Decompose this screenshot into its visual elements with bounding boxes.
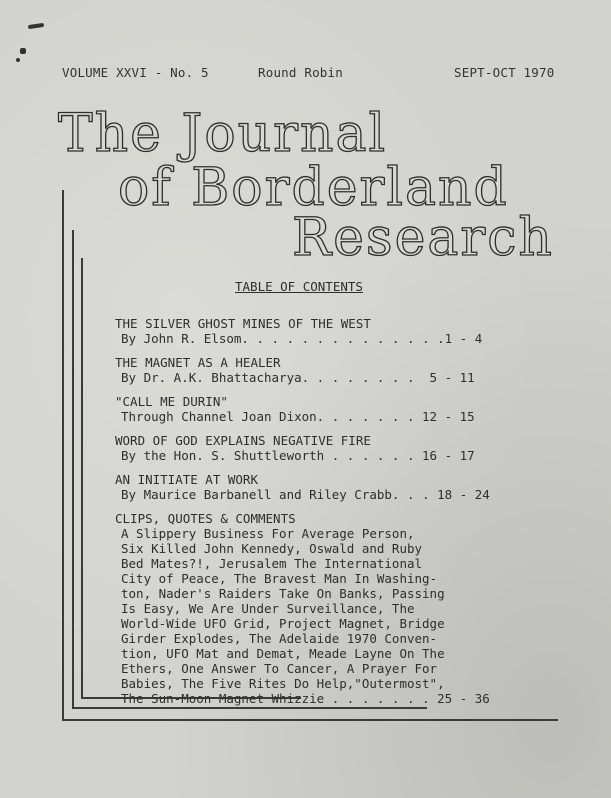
clips-line: The Sun-Moon Magnet Whizzie . . . . . . . 25 - 36 <box>121 691 490 706</box>
punch-mark <box>16 58 20 62</box>
toc-entry <box>115 316 585 346</box>
entry-title: WORD OF GOD EXPLAINS NEGATIVE FIRE <box>115 433 371 448</box>
entry-title: THE MAGNET AS A HEALER <box>115 355 281 370</box>
punch-mark <box>28 23 44 29</box>
toc-entry <box>115 394 585 424</box>
clips-line: City of Peace, The Bravest Man In Washing- <box>121 571 438 586</box>
series-name: Round Robin <box>258 65 343 80</box>
toc-entry <box>115 433 585 463</box>
frame-line-vertical-2 <box>72 230 74 708</box>
entry-byline: By Maurice Barbanell and Riley Crabb. . . 18 - 24 <box>121 487 490 502</box>
toc-entry-clips <box>115 511 585 706</box>
clips-line: Is Easy, We Are Under Surveillance, The <box>121 601 415 616</box>
clips-line: Ethers, One Answer To Cancer, A Prayer For <box>121 661 438 676</box>
clips-line: Babies, The Five Rites Do Help,"Outermost", <box>121 676 445 691</box>
entry-title: THE SILVER GHOST MINES OF THE WEST <box>115 316 371 331</box>
punch-mark <box>20 48 26 54</box>
entry-byline: Through Channel Joan Dixon. . . . . . . 12 - 15 <box>121 409 475 424</box>
entry-byline: By John R. Elsom. . . . . . . . . . . . . .1 - 4 <box>121 331 483 346</box>
clips-title: CLIPS, QUOTES & COMMENTS <box>115 511 296 526</box>
entry-byline: By the Hon. S. Shuttleworth . . . . . . 16 - 17 <box>121 448 475 463</box>
title-line-2: of Borderland <box>118 158 509 218</box>
title-line-1: The Journal <box>58 104 388 164</box>
entry-byline: By Dr. A.K. Bhattacharya. . . . . . . . 5 - 11 <box>121 370 475 385</box>
clips-line: Six Killed John Kennedy, Oswald and Ruby <box>121 541 423 556</box>
frame-line-vertical-1 <box>62 190 64 720</box>
title-line-3: Research <box>292 208 554 268</box>
clips-line: Bed Mates?!, Jerusalem The International <box>121 556 423 571</box>
table-of-contents <box>115 316 585 715</box>
toc-entry <box>115 355 585 385</box>
clips-line: A Slippery Business For Average Person, <box>121 526 415 541</box>
clips-line: ton, Nader's Raiders Take On Banks, Passing <box>121 586 445 601</box>
clips-line: Girder Explodes, The Adelaide 1970 Conven- <box>121 631 438 646</box>
clips-line: tion, UFO Mat and Demat, Meade Layne On The <box>121 646 445 661</box>
frame-line-vertical-3 <box>81 258 83 698</box>
toc-entry <box>115 472 585 502</box>
frame-line-horizontal-3 <box>62 719 558 721</box>
toc-heading: TABLE OF CONTENTS <box>235 279 363 294</box>
volume-number: VOLUME XXVI - No. 5 <box>62 65 209 80</box>
issue-date: SEPT-OCT 1970 <box>454 65 555 80</box>
clips-line: World-Wide UFO Grid, Project Magnet, Bridge <box>121 616 445 631</box>
entry-title: "CALL ME DURIN" <box>115 394 228 409</box>
entry-title: AN INITIATE AT WORK <box>115 472 258 487</box>
